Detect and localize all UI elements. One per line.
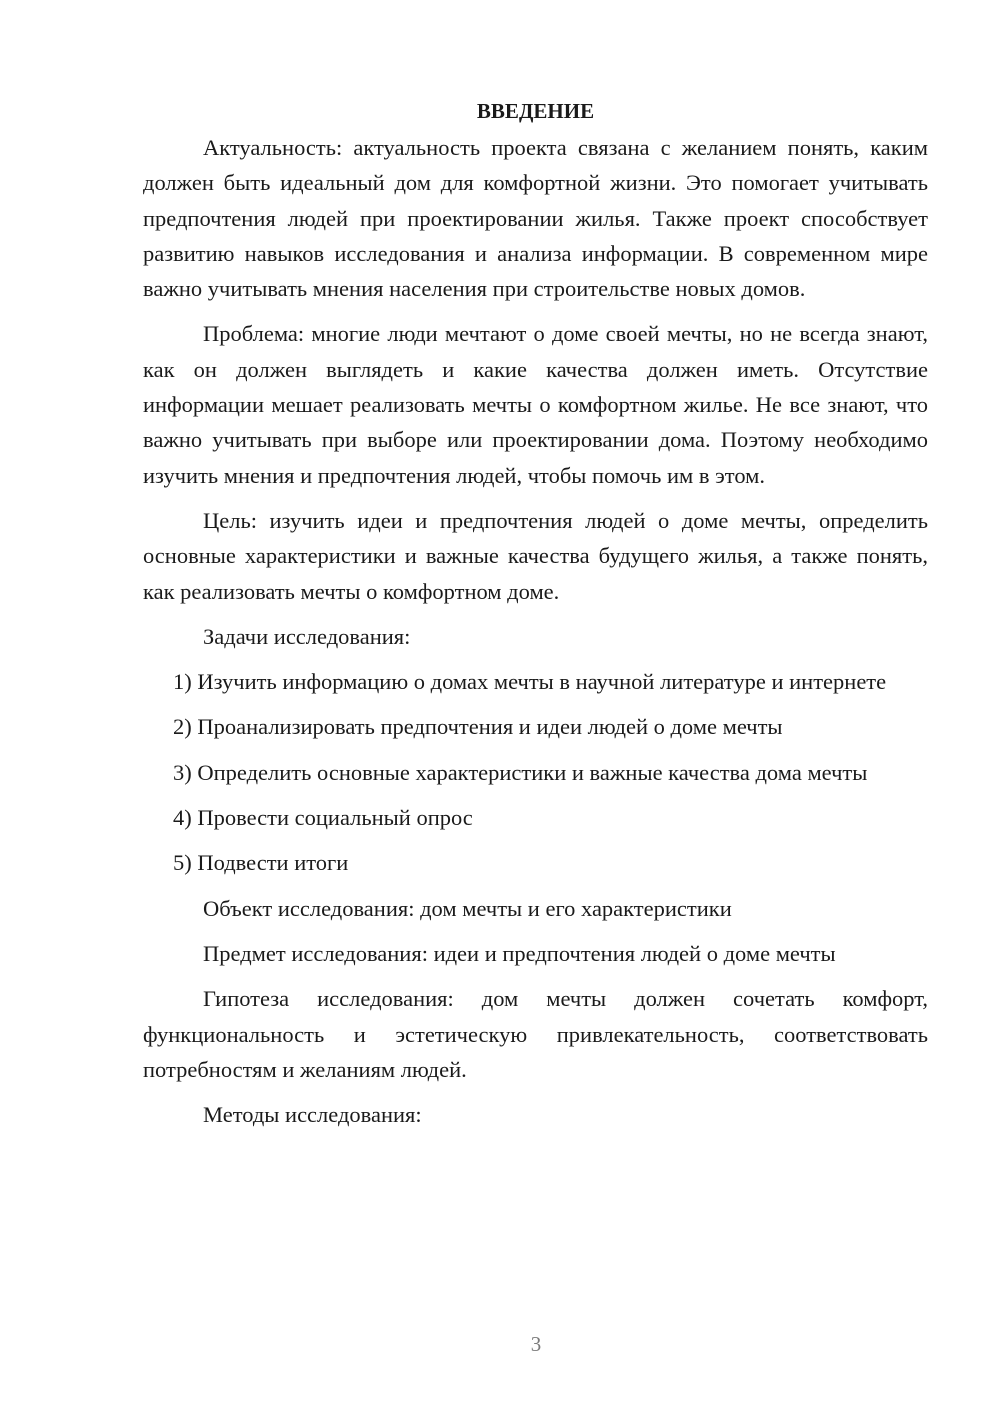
tasks-heading: Задачи исследования: xyxy=(203,623,411,649)
task-item-2: 2) Проанализировать предпочтения и идеи людей о доме мечты xyxy=(173,714,783,740)
subject-paragraph: Предмет исследования: идеи и предпочтения людей о доме мечты xyxy=(203,940,836,966)
problem-paragraph: Проблема: многие люди мечтают о доме своей мечты, но не всегда знают, как он должен выглядеть и какие качества должен иметь. Отсутствие информации мешает реализовать мечты о комфортном жилье. Не все знают, что важно учитывать при выборе или проектировании дома. Поэтому необходимо изучить мнения и предпочтения людей, чтобы помочь им в этом. xyxy=(143,321,928,488)
hypothesis-paragraph: Гипотеза исследования: дом мечты должен сочетать комфорт, функциональность и эстетическую привлекательность, соответствовать потребностям и желаниям людей. xyxy=(143,986,928,1082)
methods-heading: Методы исследования: xyxy=(203,1102,422,1128)
relevance-paragraph: Актуальность: актуальность проекта связана с желанием понять, каким должен быть идеальный дом для комфортной жизни. Это помогает учитывать предпочтения людей при проектировании жилья. Также проект способствует развитию навыков исследования и анализа информации. В современном мире важно учитывать мнения населения при строительстве новых домов. xyxy=(143,135,928,302)
task-item-3: 3) Определить основные характеристики и важные качества дома мечты xyxy=(173,759,868,785)
document-page xyxy=(143,92,928,1132)
page-number: 3 xyxy=(530,1332,542,1356)
task-item-1: 1) Изучить информацию о домах мечты в научной литературе и интернете xyxy=(173,669,887,695)
goal-paragraph: Цель: изучить идеи и предпочтения людей о доме мечты, определить основные характеристики и важные качества будущего жилья, а также понять, как реализовать мечты о комфортном доме. xyxy=(143,507,928,604)
section-heading: ВВЕДЕНИЕ xyxy=(476,99,595,123)
task-item-5: 5) Подвести итоги xyxy=(173,850,349,876)
object-paragraph: Объект исследования: дом мечты и его характеристики xyxy=(203,895,732,921)
task-item-4: 4) Провести социальный опрос xyxy=(173,805,473,831)
